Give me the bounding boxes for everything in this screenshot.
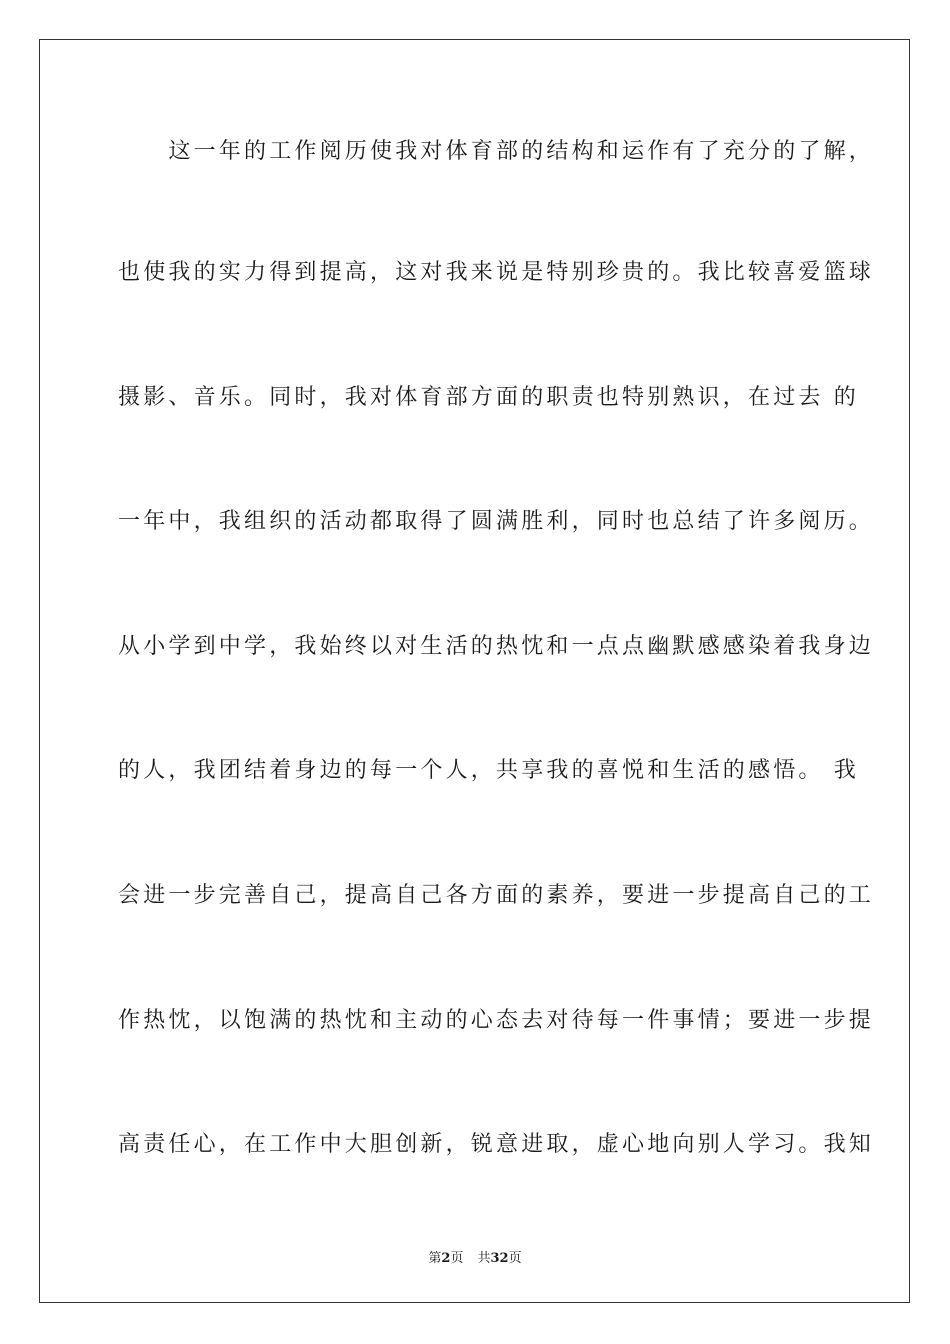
- text-line-8: 作热忱，以饱满的热忱和主动的心态去对待每一件事情；要进一步提: [118, 1008, 875, 1033]
- total-suffix: 页: [508, 1251, 522, 1266]
- text-line-6: 的人，我团结着身边的每一个人，共享我的喜悦和生活的感悟。 我: [118, 758, 859, 783]
- page-suffix: 页: [450, 1251, 464, 1266]
- text-line-3: 摄影、音乐。同时，我对体育部方面的职责也特别熟识，在过去 的: [118, 385, 859, 410]
- text-line-7: 会进一步完善自己，提高自己各方面的素养，要进一步提高自己的工: [118, 883, 875, 908]
- text-line-5: 从小学到中学，我始终以对生活的热忱和一点点幽默感感染着我身边: [118, 634, 875, 659]
- total-pages: 32: [490, 1251, 509, 1266]
- page-number: 2: [441, 1251, 451, 1266]
- page-footer: [0, 1247, 950, 1266]
- text-line-2: 也使我的实力得到提高，这对我来说是特别珍贵的。我比较喜爱篮球: [118, 260, 875, 285]
- text-line-4: 一年中，我组织的活动都取得了圆满胜利，同时也总结了许多阅历。: [118, 509, 875, 534]
- total-prefix: 共: [477, 1251, 491, 1266]
- page-border: [39, 39, 910, 1303]
- text-line-9: 高责任心，在工作中大胆创新，锐意进取，虚心地向别人学习。我知: [118, 1132, 875, 1157]
- page-prefix: 第: [428, 1251, 442, 1266]
- text-line-1: 这一年的工作阅历使我对体育部的结构和运作有了充分的了解，: [118, 139, 875, 164]
